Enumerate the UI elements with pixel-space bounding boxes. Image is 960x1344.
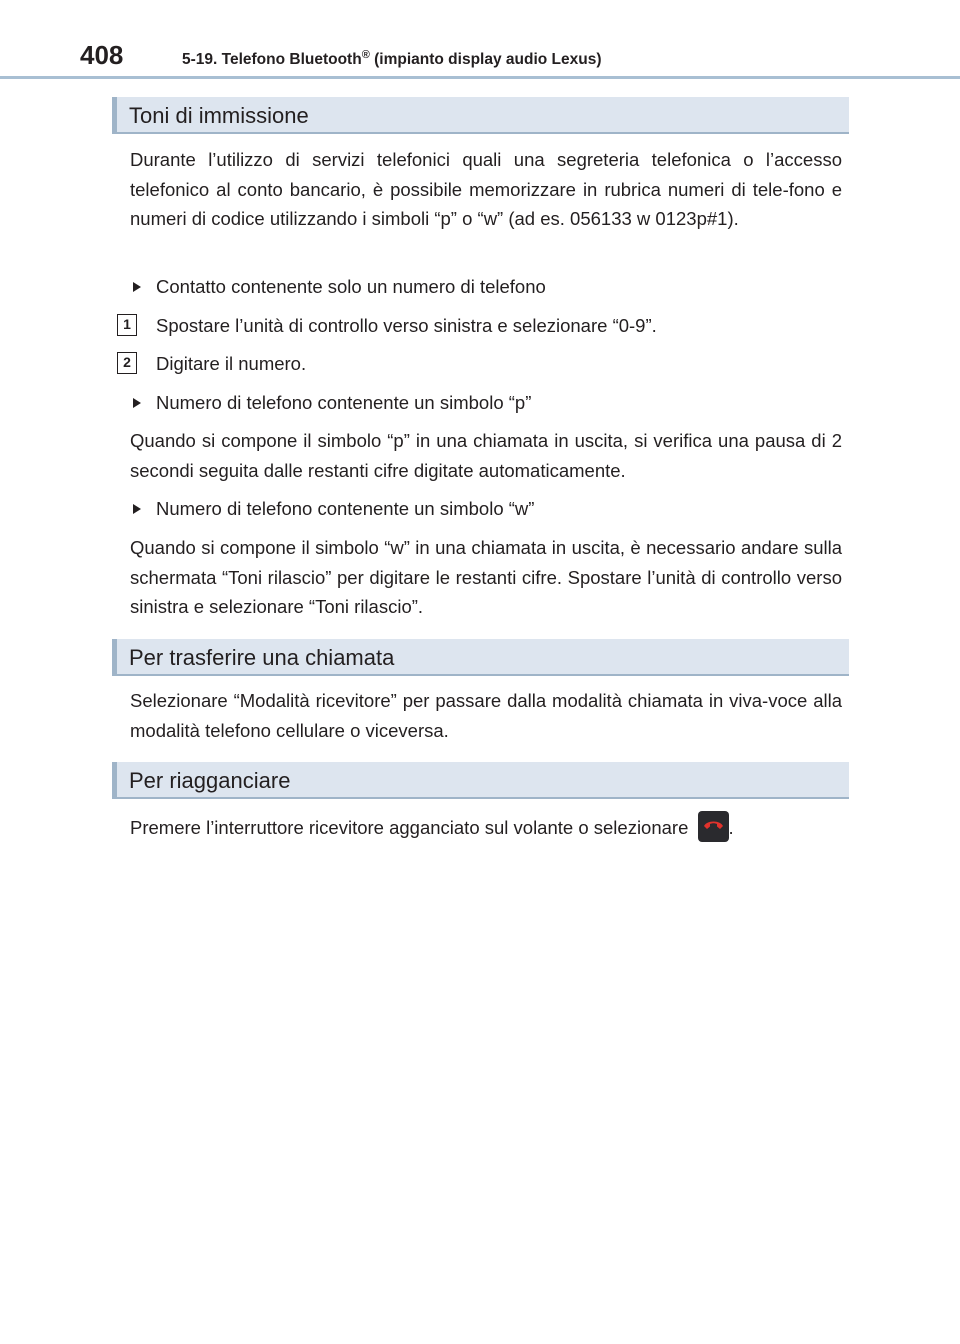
section-title: Toni di immissione bbox=[129, 103, 309, 128]
page-number: 408 bbox=[80, 40, 124, 70]
triangle-bullet-icon bbox=[133, 282, 141, 292]
p-symbol-paragraph: Quando si compone il simbolo “p” in una chiamata in uscita, si verifica una pausa di 2 secondi seguita dalle restanti cifre digitate automaticamente. bbox=[130, 430, 842, 481]
page-header bbox=[0, 0, 960, 80]
step-text: Digitare il numero. bbox=[156, 353, 307, 374]
step-number: 2 bbox=[117, 352, 137, 374]
bullet-text: Numero di telefono contenente un simbolo “w” bbox=[156, 498, 535, 519]
toni-intro-paragraph: Durante l’utilizzo di servizi telefonici quali una segreteria telefonica o l’accesso telefonico al conto bancario, è possibile memorizzare in rubrica numeri di tele-fono e numeri di codice utilizzando i simboli “p” o “w” (ad es. 056133 w 0123p#1). bbox=[130, 149, 842, 229]
bullet-text: Numero di telefono contenente un simbolo “p” bbox=[156, 392, 532, 413]
riagganciare-paragraph bbox=[130, 811, 842, 843]
chapter-title-suffix: (impianto display audio Lexus) bbox=[369, 51, 602, 68]
bullet-text: Contatto contenente solo un numero di telefono bbox=[156, 276, 546, 297]
section-header-toni bbox=[112, 97, 849, 134]
chapter-title bbox=[182, 49, 601, 69]
trasferire-paragraph: Selezionare “Modalità ricevitore” per passare dalla modalità chiamata in viva-voce alla modalità telefono cellulare o viceversa. bbox=[130, 690, 842, 741]
step-text: Spostare l’unità di controllo verso sinistra e selezionare “0-9”. bbox=[156, 315, 657, 336]
riagganciare-period: . bbox=[728, 817, 734, 838]
section-header-riagganciare bbox=[112, 762, 849, 799]
section-title: Per trasferire una chiamata bbox=[129, 645, 395, 670]
header-divider bbox=[0, 76, 960, 79]
riagganciare-text: Premere l’interruttore ricevitore agganciato sul volante o selezionare bbox=[130, 817, 689, 838]
section-header-trasferire bbox=[112, 639, 849, 676]
registered-mark: ® bbox=[361, 49, 370, 61]
chapter-title-prefix: 5-19. Telefono Bluetooth bbox=[182, 51, 362, 68]
triangle-bullet-icon bbox=[133, 504, 141, 514]
hang-up-phone-icon bbox=[698, 811, 729, 842]
triangle-bullet-icon bbox=[133, 398, 141, 408]
w-symbol-paragraph: Quando si compone il simbolo “w” in una chiamata in uscita, è necessario andare sulla schermata “Toni rilascio” per digitare le restanti cifre. Spostare l’unità di controllo verso sinistra e selezionare “Toni rilascio”. bbox=[130, 537, 842, 617]
step-number: 1 bbox=[117, 314, 137, 336]
section-title: Per riagganciare bbox=[129, 768, 291, 793]
